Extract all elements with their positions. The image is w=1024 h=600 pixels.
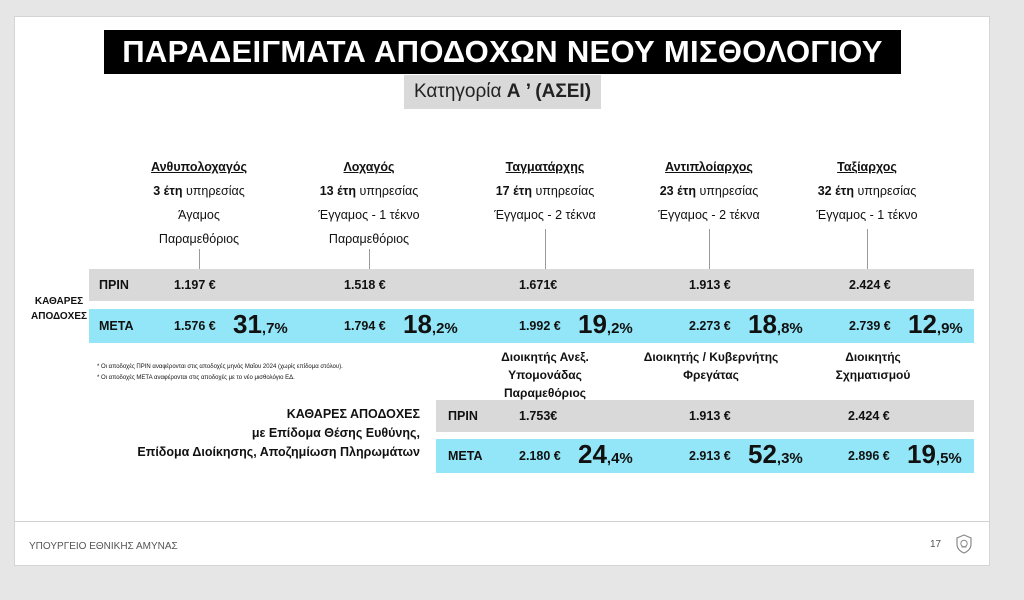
after-value-4: 2.273 € <box>689 319 731 333</box>
before-label: ΠΡΙΝ <box>99 278 129 292</box>
before2-value-3: 2.424 € <box>848 409 890 423</box>
rank-family: Έγγαμος - 2 τέκνα <box>658 208 760 222</box>
after-pct-5: 12,9% <box>908 309 963 339</box>
rank-column-4 <box>629 155 789 227</box>
rank-family: Άγαμος <box>178 208 220 222</box>
command-column-3: Διοικητής Σχηματισμού <box>835 350 911 382</box>
after-value-1: 1.576 € <box>174 319 216 333</box>
after-value-2: 1.794 € <box>344 319 386 333</box>
rank-name: Ανθυπολοχαγός <box>151 160 247 174</box>
after2-pct-1: 24,4% <box>578 439 633 469</box>
after-value-3: 1.992 € <box>519 319 561 333</box>
rank-post: Παραμεθόριος <box>158 232 240 246</box>
after2-pct-3: 19,5% <box>907 439 962 469</box>
net-pay-allowances-label: ΚΑΘΑΡΕΣ ΑΠΟΔΟΧΕΣ με Επίδομα Θέσης Ευθύνης, Επίδομα Διοίκησης, Αποζημίωση Πληρωμάτων <box>137 407 420 459</box>
rank-family: Έγγαμος - 2 τέκνα <box>494 208 596 222</box>
category-prefix: Κατηγορία <box>413 81 502 102</box>
after-pct-1: 31,7% <box>233 309 288 339</box>
rank-name: Αντιπλοίαρχος <box>665 160 753 174</box>
rank-years: 3 έτη υπηρεσίας <box>153 184 245 198</box>
category-subtitle <box>404 75 601 109</box>
rank-post: Παραμεθόριος <box>328 232 410 246</box>
command-column-2: Διοικητής / Κυβερνήτης Φρεγάτας <box>643 350 779 382</box>
rank-years: 17 έτη υπηρεσίας <box>495 184 595 198</box>
rank-column-5 <box>787 155 947 227</box>
connector-tick <box>545 229 546 269</box>
after-pct-4: 18,8% <box>748 309 803 339</box>
connector-tick <box>709 229 710 269</box>
rank-years: 13 έτη υπηρεσίας <box>319 184 419 198</box>
rank-column-2 <box>289 155 449 251</box>
command-column-1: Διοικητής Ανεξ. Υπομονάδας Παραμεθόριος <box>501 350 589 400</box>
footnote-after: * Οι αποδοχές ΜΕΤΑ αναφέρονται στις αποδοχές με το νέο μισθολόγιο ΕΔ. <box>97 375 295 381</box>
after2-value-3: 2.896 € <box>848 449 890 463</box>
rank-years: 32 έτη υπηρεσίας <box>817 184 917 198</box>
after-pct-2: 18,2% <box>403 309 458 339</box>
after-pct-3: 19,2% <box>578 309 633 339</box>
before-value-2: 1.518 € <box>344 278 386 292</box>
before-row <box>89 269 974 301</box>
page-number: 17 <box>930 539 942 550</box>
before-value-1: 1.197 € <box>174 278 216 292</box>
connector-tick <box>369 249 370 269</box>
rank-name: Λοχαγός <box>343 160 395 174</box>
slide-title: ΠΑΡΑΔΕΙΓΜΑΤΑ ΑΠΟΔΟΧΩΝ ΝΕΟΥ ΜΙΣΘΟΛΟΓΙΟΥ <box>104 30 901 74</box>
after2-pct-2: 52,3% <box>748 439 803 469</box>
before-value-5: 2.424 € <box>849 278 891 292</box>
after-value-5: 2.739 € <box>849 319 891 333</box>
after-row <box>89 309 974 343</box>
after-label: ΜΕΤΑ <box>99 319 134 333</box>
before-value-3: 1.671€ <box>519 278 558 292</box>
connector-tick <box>867 229 868 269</box>
footnote-before: * Οι αποδοχές ΠΡΙΝ αναφέρονται στις αποδοχές μηνός Μαΐου 2024 (χωρίς επίδομα στόλου). <box>97 364 343 370</box>
before-label-2: ΠΡΙΝ <box>448 409 478 423</box>
rank-column-1 <box>119 155 279 251</box>
category-name: Α ’ (ΑΣΕΙ) <box>506 81 592 102</box>
footer-divider <box>15 521 989 522</box>
shield-emblem-icon <box>955 534 973 559</box>
rank-family: Έγγαμος - 1 τέκνο <box>816 208 918 222</box>
connector-tick <box>199 249 200 269</box>
after-label-2: ΜΕΤΑ <box>448 449 483 463</box>
rank-column-3 <box>465 155 625 227</box>
rank-name: Ταξίαρχος <box>837 160 897 174</box>
after2-value-1: 2.180 € <box>519 449 561 463</box>
before2-value-1: 1.753€ <box>519 409 558 423</box>
before2-value-2: 1.913 € <box>689 409 731 423</box>
rank-name: Ταγματάρχης <box>505 160 585 174</box>
rank-family: Έγγαμος - 1 τέκνο <box>318 208 420 222</box>
before-value-4: 1.913 € <box>689 278 731 292</box>
footnotes <box>97 362 437 384</box>
net-pay-side-label: ΚΑΘΑΡΕΣ ΑΠΟΔΟΧΕΣ <box>31 296 87 322</box>
ministry-footer: ΥΠΟΥΡΓΕΙΟ ΕΘΝΙΚΗΣ ΑΜΥΝΑΣ <box>29 541 178 552</box>
slide <box>14 16 990 566</box>
after-row-2 <box>436 439 974 473</box>
after2-value-2: 2.913 € <box>689 449 731 463</box>
rank-years: 23 έτη υπηρεσίας <box>659 184 759 198</box>
before-row-2 <box>436 400 974 432</box>
